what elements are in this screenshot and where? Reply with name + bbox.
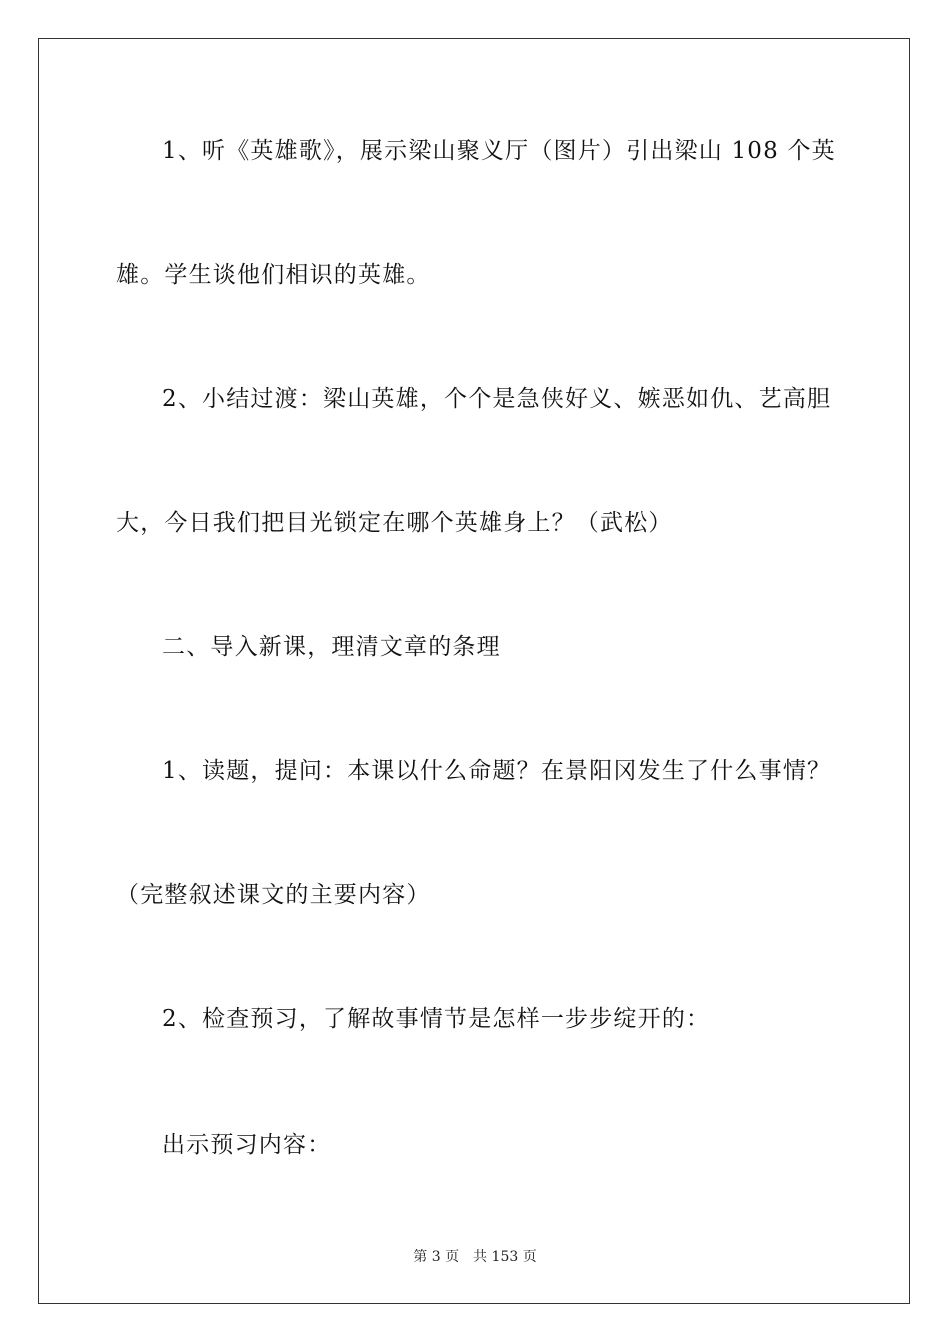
- paragraph-line-6: 1、读题，提问：本课以什么命题？在景阳冈发生了什么事情？: [162, 758, 832, 784]
- paragraph-line-9: 出示预习内容：: [162, 1132, 332, 1158]
- paragraph-line-1: 1、听《英雄歌》，展示梁山聚义厅（图片）引出梁山 108 个英: [162, 138, 836, 164]
- section-heading: 二、导入新课，理清文章的条理: [162, 634, 501, 660]
- total-pages-label: 共 153 页: [473, 1249, 537, 1265]
- paragraph-line-4: 大，今日我们把目光锁定在哪个英雄身上？（武松）: [116, 510, 673, 536]
- paragraph-line-3: 2、小结过渡：梁山英雄，个个是急侠好义、嫉恶如仇、艺高胆: [162, 386, 832, 412]
- paragraph-line-7: （完整叙述课文的主要内容）: [116, 882, 431, 908]
- page-border: [38, 38, 910, 1304]
- page-footer: [0, 1246, 950, 1266]
- paragraph-line-2: 雄。学生谈他们相识的英雄。: [116, 262, 431, 288]
- paragraph-line-8: 2、检查预习，了解故事情节是怎样一步步绽开的：: [162, 1006, 711, 1032]
- current-page-label: 第 3 页: [413, 1249, 460, 1265]
